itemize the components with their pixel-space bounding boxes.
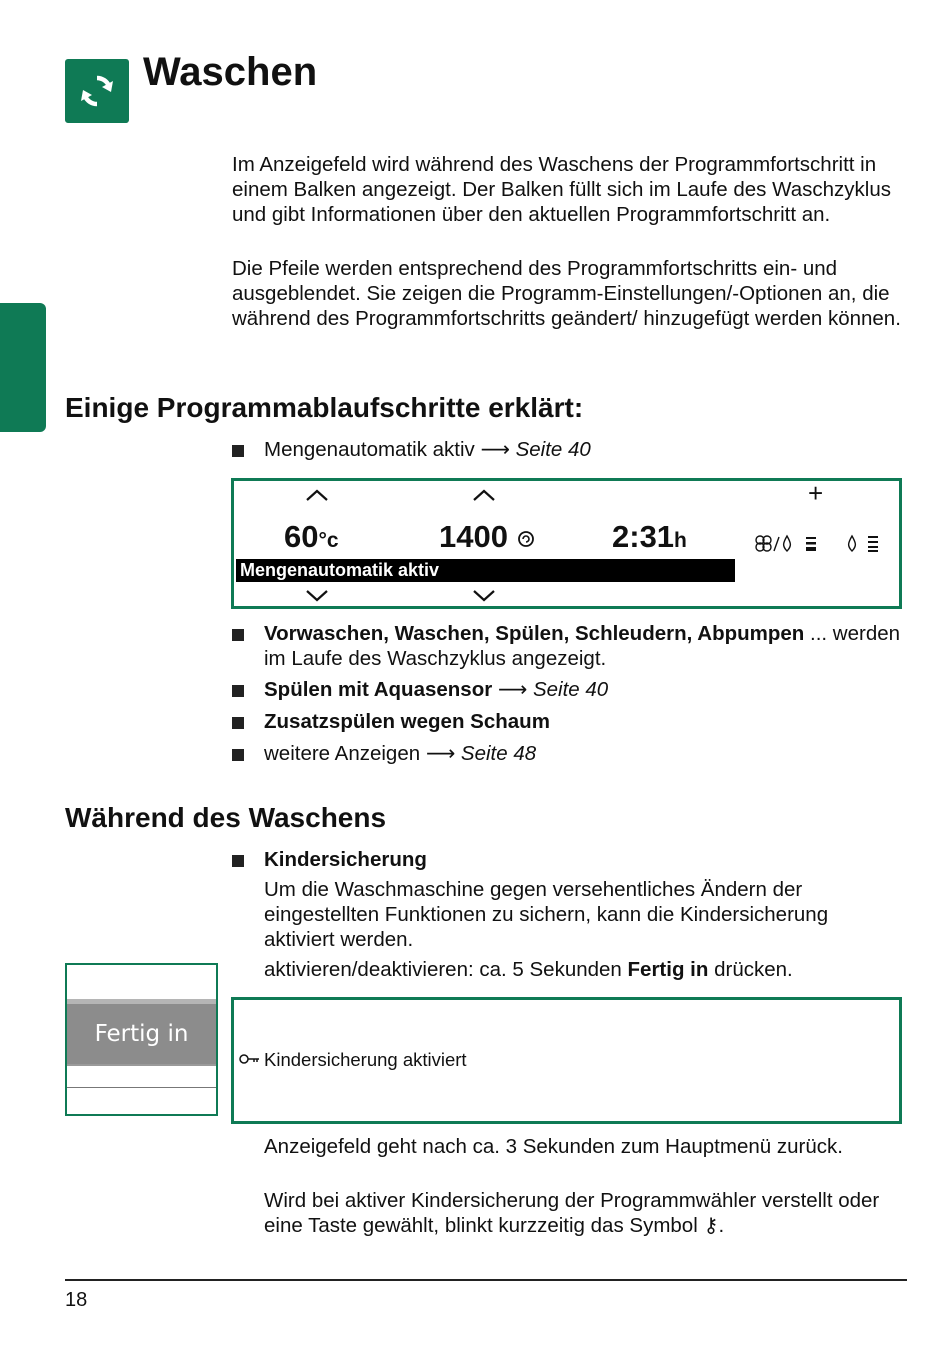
panel-divider	[67, 1064, 216, 1066]
child-lock-display	[231, 997, 902, 1124]
temperature-unit: °c	[318, 529, 339, 552]
arrow-icon: ⟶	[480, 438, 510, 461]
section-heading-during-wash: Während des Waschens	[65, 802, 387, 833]
intro-paragraph-2: Die Pfeile werden entsprechend des Programmfortschritts ein- und ausgeblendet. Sie zeigen die Programm-Einstellungen/-Optionen an, die während des Programmfortschritts geändert/ hinzugefügt werden können.	[232, 257, 901, 330]
bullet-square-icon	[232, 855, 244, 867]
chevron-down-icon	[472, 589, 496, 603]
return-note: Anzeigefeld geht nach ca. 3 Sekunden zum Hauptmenü zurück.	[264, 1135, 843, 1158]
section-tab-marker	[0, 303, 46, 432]
chevron-up-icon	[305, 488, 329, 502]
bullet-bold-text: Kindersicherung	[264, 848, 427, 871]
bullet-square-icon	[232, 685, 244, 697]
button-panel	[65, 963, 218, 1116]
panel-divider	[67, 1087, 216, 1088]
bullet-square-icon	[232, 445, 244, 457]
refresh-cycle-icon	[65, 59, 129, 123]
bullet-square-icon	[232, 629, 244, 641]
page-title: Waschen	[143, 50, 318, 94]
spin-speed-value: 1400	[439, 519, 508, 554]
remaining-time-value: 2:31	[612, 519, 675, 554]
fertig-in-button[interactable]: Fertig in	[67, 1004, 216, 1064]
blink-note: Wird bei aktiver Kindersicherung der Programmwähler verstellt oder eine Taste gewählt, blinkt kurzzeitig das Symbol ⚷.	[264, 1189, 880, 1237]
intro-paragraph-1: Im Anzeigefeld wird während des Waschens der Programmfortschritt in einem Balken angezeigt. Der Balken füllt sich im Laufe des Waschzyklus und gibt Informationen über den aktuellen Programmfortschritt an.	[232, 153, 891, 226]
bullet-text: Mengenautomatik aktiv	[264, 438, 481, 461]
footer-divider	[65, 1279, 907, 1281]
remaining-time-unit: h	[674, 529, 687, 552]
temperature-readout	[284, 519, 339, 559]
bullet-bold-text: Spülen mit Aquasensor	[264, 678, 493, 701]
key-icon	[239, 1053, 261, 1065]
plus-icon: +	[808, 478, 824, 508]
spin-icon	[517, 530, 535, 548]
arrow-icon: ⟶	[425, 742, 461, 765]
page-reference: Seite 40	[532, 678, 609, 701]
bullet-text: weitere Anzeigen	[264, 742, 426, 765]
bullet-bold-text: Vorwaschen, Waschen, Spülen, Schleudern, Abpumpen	[264, 622, 805, 645]
page-reference: Seite 40	[515, 438, 591, 461]
program-display	[231, 478, 902, 609]
page-reference: Seite 48	[460, 742, 537, 765]
chevron-up-icon	[472, 488, 496, 502]
remaining-time-readout	[612, 519, 687, 559]
bullet-bold-text: Zusatzspülen wegen Schaum	[264, 710, 550, 733]
bullet-text: ... werden im Laufe des Waschzyklus angezeigt.	[264, 622, 901, 670]
child-lock-description: Um die Waschmaschine gegen versehentliches Ändern der eingestellten Funktionen zu sichern, kann die Kindersicherung aktiviert werden.	[264, 878, 829, 951]
child-lock-status-text: Kindersicherung aktiviert	[264, 1049, 467, 1070]
chevron-down-icon	[305, 589, 329, 603]
bullet-square-icon	[232, 749, 244, 761]
arrow-icon: ⟶	[492, 678, 533, 701]
bullet-square-icon	[232, 717, 244, 729]
fan-drop-level-icons	[754, 533, 884, 555]
temperature-value: 60	[284, 519, 319, 554]
spin-speed-readout	[439, 519, 535, 555]
status-bar: Mengenautomatik aktiv	[236, 559, 735, 582]
page-number: 18	[65, 1289, 88, 1311]
child-lock-instruction: aktivieren/deaktivieren: ca. 5 Sekunden Fertig in drücken.	[264, 958, 793, 981]
section-heading-program-steps: Einige Programmablaufschritte erklärt:	[65, 392, 584, 423]
